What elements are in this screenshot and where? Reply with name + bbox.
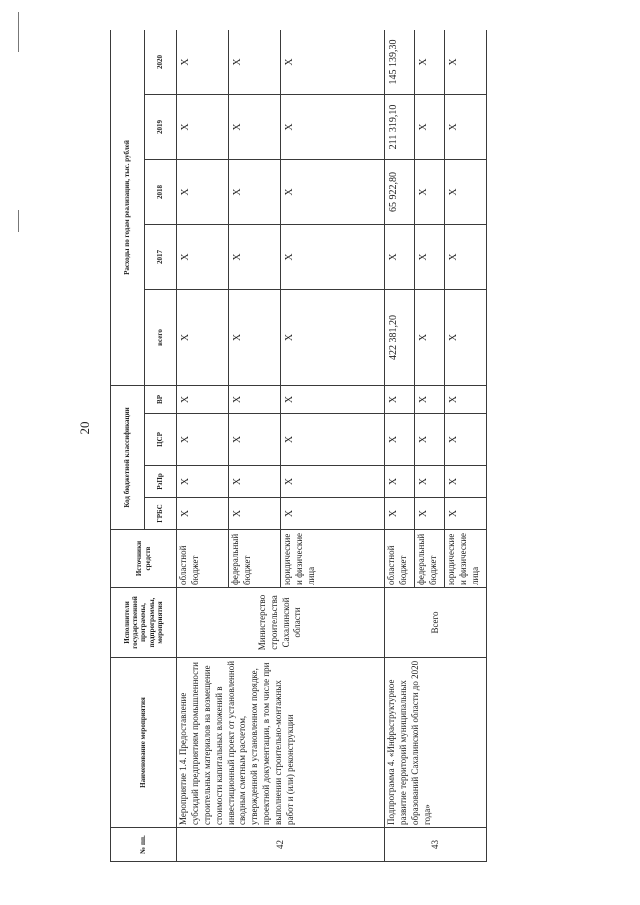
header-2017: 2017 [145, 224, 177, 289]
cell-total: Х [281, 289, 385, 385]
cell-rzpr: Х [415, 466, 445, 498]
cell-2019: 211 319,10 [385, 94, 415, 159]
source: областной бюджет [177, 530, 229, 588]
cell-2018: Х [177, 159, 229, 224]
header-budget-code: Код бюджетной классификации [111, 385, 145, 529]
cell-total: Х [229, 289, 281, 385]
cell-grbs: Х [281, 498, 385, 530]
cell-2020: Х [415, 30, 445, 94]
header-sources: Источники средств [111, 530, 177, 588]
cell-vr: Х [415, 385, 445, 413]
cell-csr: Х [281, 414, 385, 466]
cell-2019: Х [445, 94, 487, 159]
cell-2019: Х [281, 94, 385, 159]
cell-grbs: Х [177, 498, 229, 530]
table-stage [110, 30, 526, 862]
header-grbs: ГРБС [145, 498, 177, 530]
header-2020: 2020 [145, 30, 177, 94]
cell-vr: Х [281, 385, 385, 413]
cell-rzpr: Х [281, 466, 385, 498]
header-rzpr: РзПр [145, 466, 177, 498]
source: областной бюджет [385, 530, 415, 588]
cell-total: Х [177, 289, 229, 385]
cell-csr: Х [177, 414, 229, 466]
page-number: 20 [77, 421, 92, 435]
cell-2017: Х [385, 224, 415, 289]
cell-2018: 65 922,80 [385, 159, 415, 224]
scan-margin-mark [18, 210, 19, 232]
cell-total: Х [445, 289, 487, 385]
cell-vr: Х [177, 385, 229, 413]
executor: Министерство строительства Сахалинской области [177, 588, 385, 658]
cell-rzpr: Х [229, 466, 281, 498]
source: федеральный бюджет [229, 530, 281, 588]
cell-2018: Х [445, 159, 487, 224]
cell-2017: Х [445, 224, 487, 289]
cell-grbs: Х [415, 498, 445, 530]
header-executor: Исполнители государственной программы, подпрограммы, мероприятия [111, 588, 177, 658]
cell-rzpr: Х [445, 466, 487, 498]
cell-csr: Х [229, 414, 281, 466]
rotated-table-wrapper [110, 30, 526, 862]
executor: Всего [385, 588, 487, 658]
cell-2018: Х [229, 159, 281, 224]
cell-total: 422 381,20 [385, 289, 415, 385]
cell-2018: Х [281, 159, 385, 224]
cell-csr: Х [385, 414, 415, 466]
header-total: всего [145, 289, 177, 385]
header-vr: ВР [145, 385, 177, 413]
measure-name: Подпрограмма 4. «Инфраструктурное развитие территорий муниципальных образований Сахалинской области до 2020 года» [385, 658, 487, 828]
cell-2019: Х [229, 94, 281, 159]
table-row [177, 30, 229, 862]
cell-2017: Х [177, 224, 229, 289]
header-2018: 2018 [145, 159, 177, 224]
cell-2020: Х [445, 30, 487, 94]
header-name: Наименование мероприятия [111, 658, 177, 828]
cell-2020: Х [177, 30, 229, 94]
source: юридические и физические лица [445, 530, 487, 588]
cell-2020: 145 139,30 [385, 30, 415, 94]
header-csr: ЦСР [145, 414, 177, 466]
source: федеральный бюджет [415, 530, 445, 588]
cell-grbs: Х [385, 498, 415, 530]
table-row [385, 30, 415, 862]
measure-name: Мероприятие 1.4. Предоставление субсидий предприятиям промышленности строительных материалов на возмещение стоимости капитальных вложений в инвестиционный проект от установленной сводным сметным расчетом, утвержденной в установленном порядке, проектной документации, в том числе при выполнении строительно-монтажных работ и (или) реконструкции [177, 658, 385, 828]
scan-margin-mark [18, 12, 19, 52]
cell-2018: Х [415, 159, 445, 224]
cell-rzpr: Х [385, 466, 415, 498]
header-no: № пп. [111, 828, 177, 862]
source: юридические и физические лица [281, 530, 385, 588]
expenses-table [110, 30, 487, 862]
cell-rzpr: Х [177, 466, 229, 498]
cell-csr: Х [445, 414, 487, 466]
header-expenses: Расходы по годам реализации, тыс. рублей [111, 30, 145, 385]
cell-vr: Х [385, 385, 415, 413]
cell-2017: Х [415, 224, 445, 289]
cell-2020: Х [229, 30, 281, 94]
cell-2019: Х [177, 94, 229, 159]
cell-grbs: Х [445, 498, 487, 530]
cell-2017: Х [281, 224, 385, 289]
cell-vr: Х [445, 385, 487, 413]
header-2019: 2019 [145, 94, 177, 159]
row-number: 42 [177, 828, 385, 862]
cell-2019: Х [415, 94, 445, 159]
cell-total: Х [415, 289, 445, 385]
row-number: 43 [385, 828, 487, 862]
cell-grbs: Х [229, 498, 281, 530]
cell-vr: Х [229, 385, 281, 413]
cell-csr: Х [415, 414, 445, 466]
cell-2020: Х [281, 30, 385, 94]
cell-2017: Х [229, 224, 281, 289]
